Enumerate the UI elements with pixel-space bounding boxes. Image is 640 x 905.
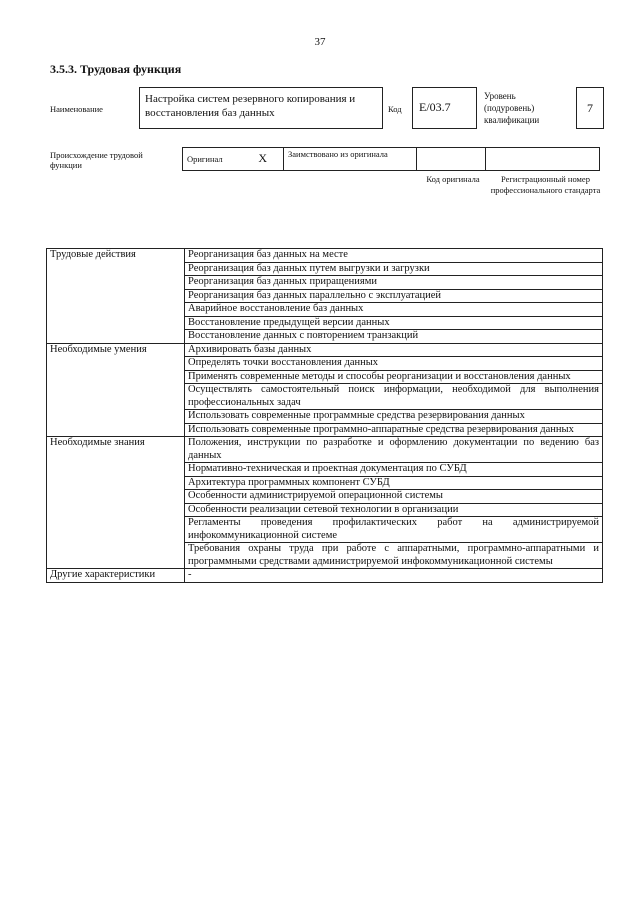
- item-cell: Реорганизация баз данных параллельно с эксплуатацией: [185, 289, 603, 303]
- registration-number-cell: [485, 147, 600, 171]
- item-cell: Реорганизация баз данных путем выгрузки и загрузки: [185, 262, 603, 276]
- item-cell: Восстановление предыдущей версии данных: [185, 316, 603, 330]
- item-cell: -: [185, 569, 603, 583]
- item-cell: Требования охраны труда при работе с аппаратными, программно-аппаратными и программными средствами администрируемой инфокоммуникационной системы: [185, 543, 603, 569]
- level-value: 7: [576, 87, 604, 129]
- table-row: [47, 437, 603, 463]
- table-row: [47, 249, 603, 263]
- item-cell: Особенности администрируемой операционной системы: [185, 490, 603, 504]
- category-cell: Необходимые знания: [47, 437, 185, 569]
- category-cell: Трудовые действия: [47, 249, 185, 344]
- name-value: Настройка систем резервного копирования и восстановления баз данных: [139, 87, 383, 129]
- origin-row: [183, 147, 600, 171]
- item-cell: Нормативно-техническая и проектная документация по СУБД: [185, 463, 603, 477]
- code-value: E/03.7: [412, 87, 477, 129]
- item-cell: Реорганизация баз данных на месте: [185, 249, 603, 263]
- origin-label: Происхождение трудовой функции: [50, 150, 143, 170]
- original-mark: X: [258, 151, 267, 165]
- table-row: [47, 343, 603, 357]
- item-cell: Восстановление данных с повторением транзакций: [185, 330, 603, 344]
- item-cell: Архивировать базы данных: [185, 343, 603, 357]
- item-cell: Определять точки восстановления данных: [185, 357, 603, 371]
- original-code-caption: Код оригинала: [426, 174, 480, 184]
- item-cell: Использовать современные программно-аппаратные средства резервирования данных: [185, 423, 603, 437]
- original-label: Оригинал: [187, 154, 223, 164]
- level-label: Уровень (подуровень) квалификации: [484, 91, 540, 125]
- item-cell: Особенности реализации сетевой технологии в организации: [185, 503, 603, 517]
- registration-number-caption: Регистрационный номер профессионального стандарта: [490, 174, 601, 195]
- name-label: Наименование: [50, 104, 103, 114]
- category-cell: Необходимые умения: [47, 343, 185, 437]
- item-cell: Регламенты проведения профилактических работ на администрируемой инфокоммуникационной системе: [185, 517, 603, 543]
- item-cell: Применять современные методы и способы реорганизации и восстановления данных: [185, 370, 603, 384]
- borrowed-cell: Заимствовано из оригинала: [283, 147, 417, 171]
- table-row: [47, 569, 603, 583]
- original-code-cell: [416, 147, 486, 171]
- item-cell: Реорганизация баз данных приращениями: [185, 276, 603, 290]
- item-cell: Аварийное восстановление баз данных: [185, 303, 603, 317]
- page-number: 37: [314, 36, 326, 48]
- category-cell: Другие характеристики: [47, 569, 185, 583]
- original-cell: [182, 147, 284, 171]
- item-cell: Архитектура программных компонент СУБД: [185, 476, 603, 490]
- item-cell: Осуществлять самостоятельный поиск информации, необходимой для выполнения профессиональных задач: [185, 384, 603, 410]
- labor-function-table: [46, 248, 603, 583]
- item-cell: Использовать современные программные средства резервирования данных: [185, 410, 603, 424]
- item-cell: Положения, инструкции по разработке и оформлению документации по ведению баз данных: [185, 437, 603, 463]
- code-label: Код: [388, 104, 402, 114]
- section-title: 3.5.3. Трудовая функция: [50, 62, 182, 76]
